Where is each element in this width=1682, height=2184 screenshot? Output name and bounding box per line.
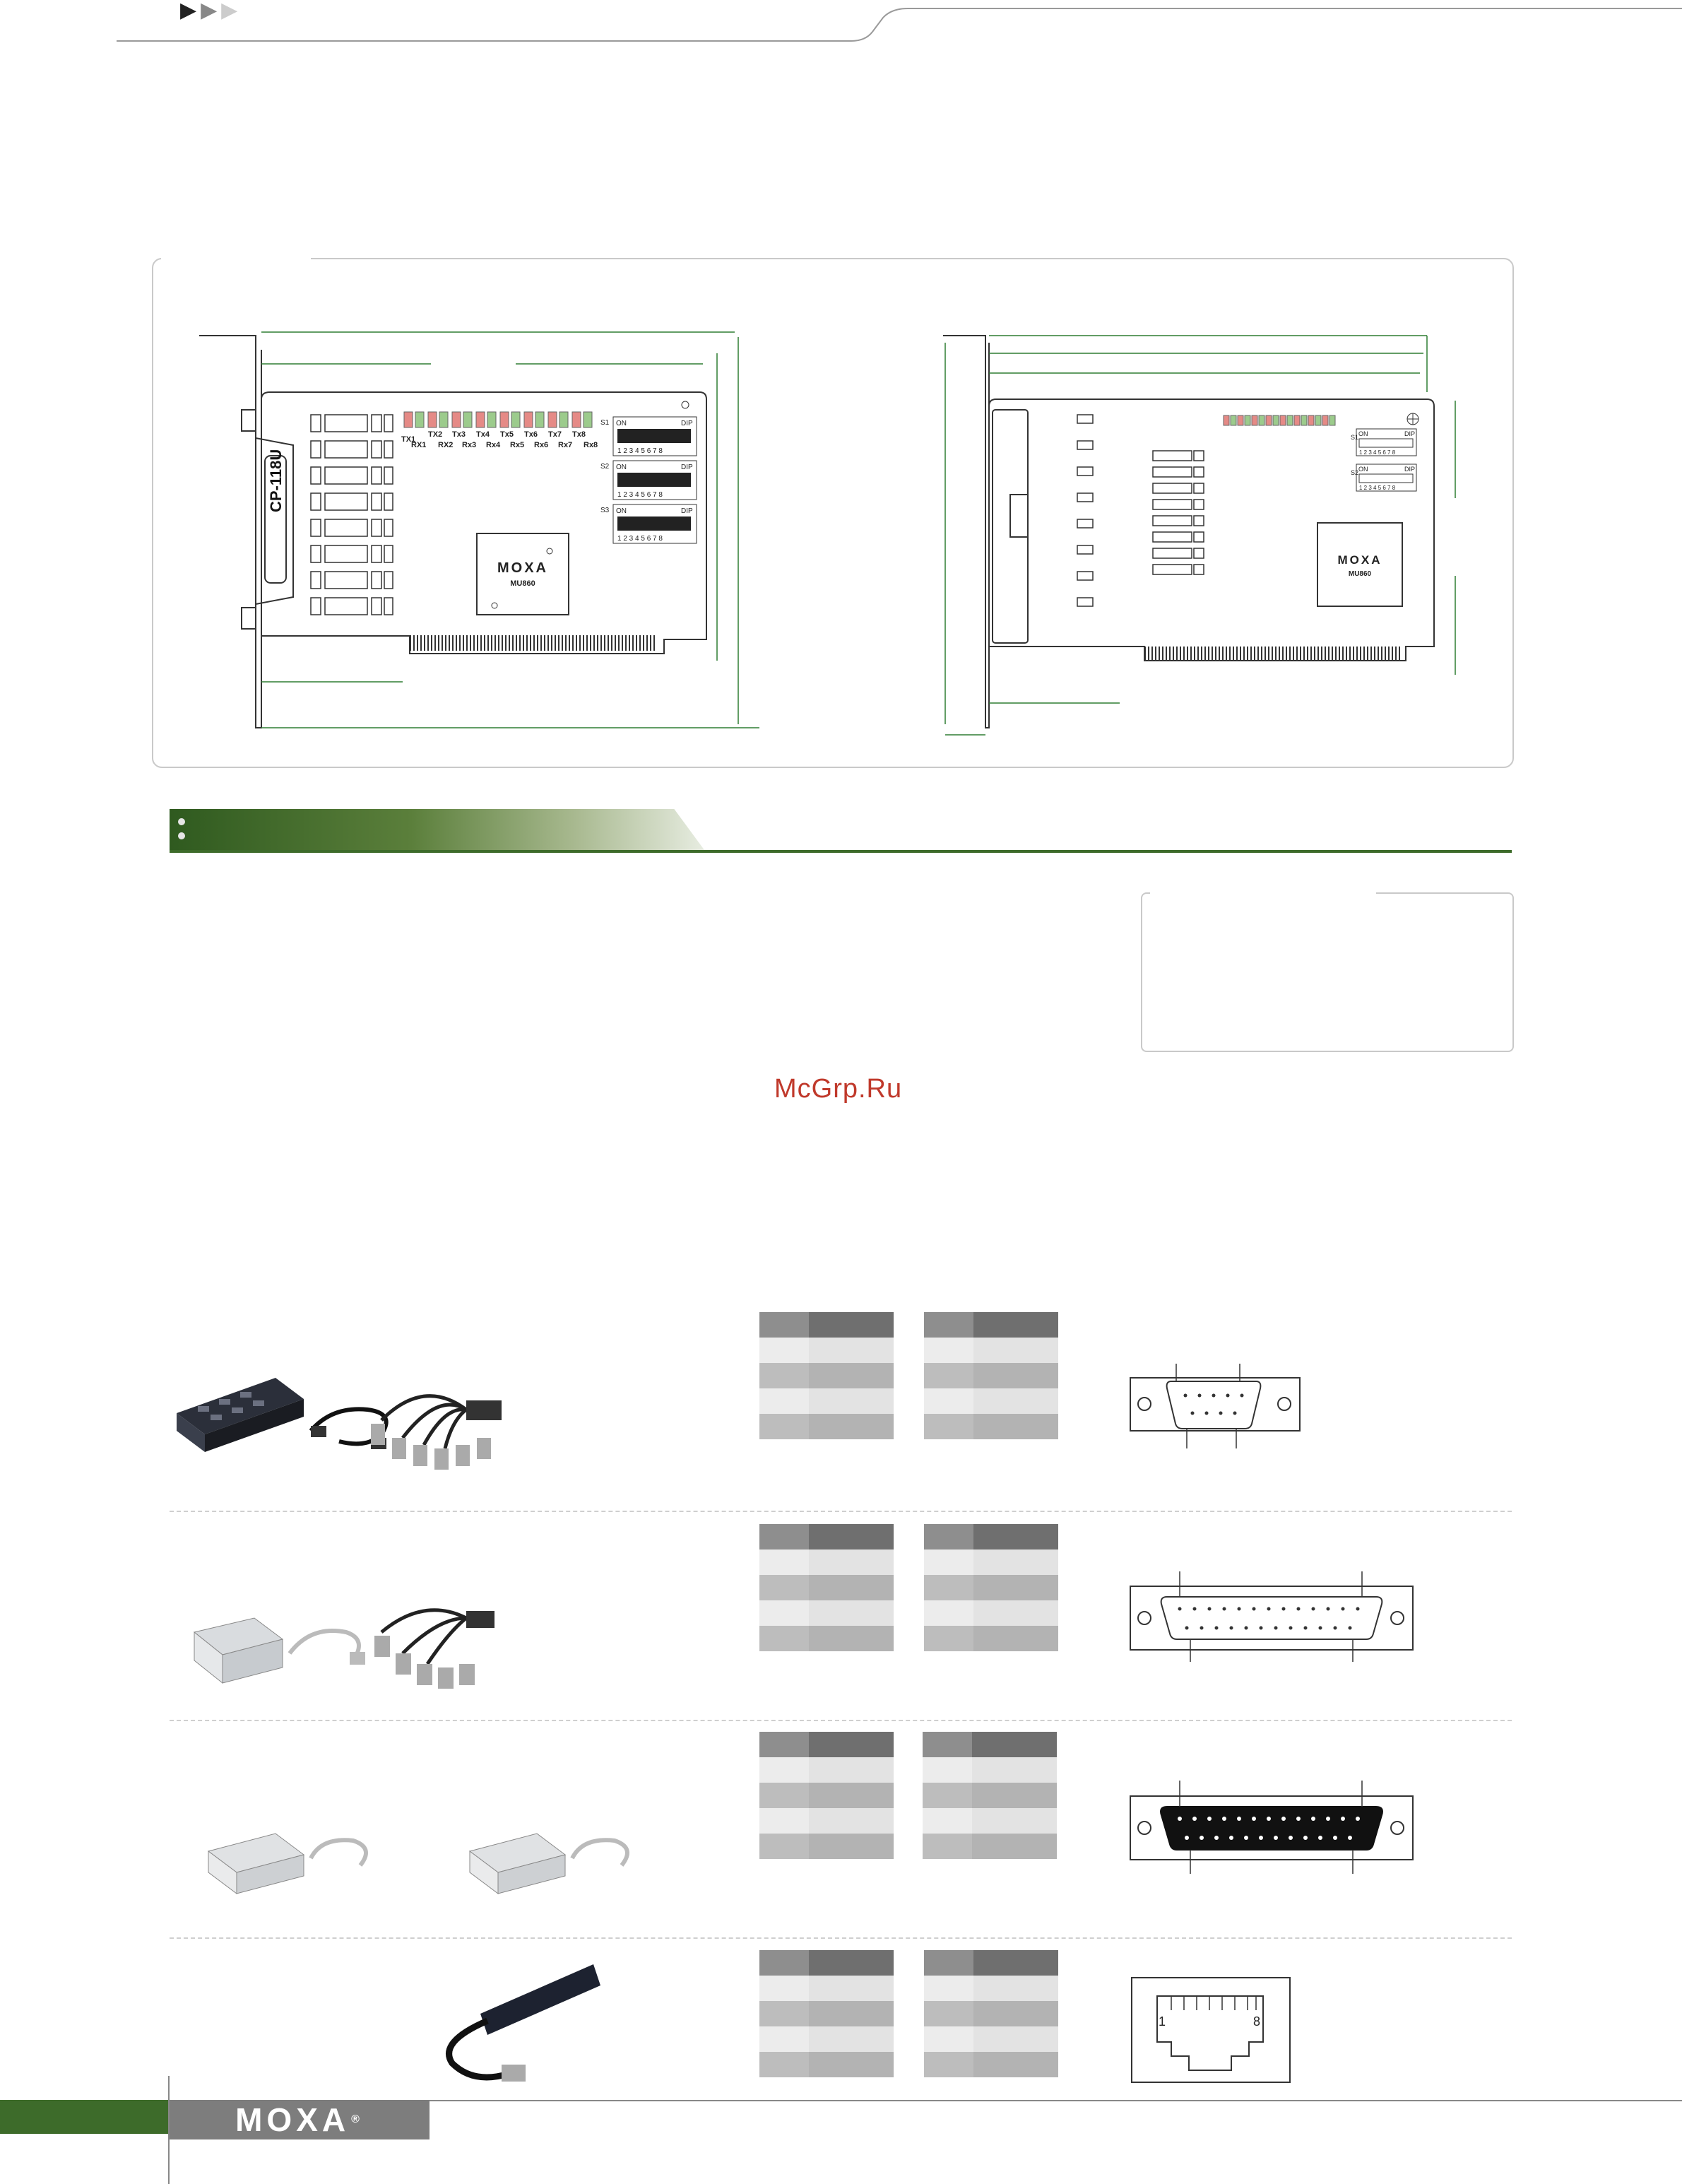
svg-text:1 2 3 4 5 6 7 8: 1 2 3 4 5 6 7 8 xyxy=(617,491,663,499)
led-label: TX2 xyxy=(428,430,443,439)
banner-dots xyxy=(178,818,185,839)
pin-last-label: 8 xyxy=(1253,2014,1261,2029)
row-separator xyxy=(170,1511,1512,1512)
footer-logo: MOXA ® xyxy=(170,2100,430,2139)
pin-first-label: 1 xyxy=(1159,2014,1166,2029)
led-label: RX1 xyxy=(411,441,427,449)
svg-text:1 2 3 4 5 6 7 8: 1 2 3 4 5 6 7 8 xyxy=(617,535,663,543)
section-rule xyxy=(170,850,1512,853)
row-separator xyxy=(170,1937,1512,1939)
chip-model: MU860 xyxy=(1348,570,1372,578)
svg-text:DIP: DIP xyxy=(681,507,693,515)
led-label: Tx7 xyxy=(548,430,562,439)
chip-brand: MOXA xyxy=(1337,553,1382,567)
svg-text:DIP: DIP xyxy=(681,464,693,471)
pin-table xyxy=(924,1524,1058,1651)
svg-text:1 2 3 4 5 6 7 8: 1 2 3 4 5 6 7 8 xyxy=(1359,485,1396,491)
db25-male-box-image xyxy=(208,1834,366,1894)
note-box xyxy=(1141,892,1514,1052)
svg-text:DIP: DIP xyxy=(1404,466,1416,473)
svg-text:ON: ON xyxy=(616,464,627,471)
accessory-images xyxy=(170,1314,678,2091)
led-label: Rx6 xyxy=(534,441,549,449)
pin-table xyxy=(759,1950,894,2077)
chip-model: MU860 xyxy=(510,579,535,588)
svg-text:ON: ON xyxy=(1358,466,1368,473)
svg-text:ON: ON xyxy=(1358,430,1368,437)
pin-table xyxy=(924,1950,1058,2077)
arrow-icon: ▶ xyxy=(180,0,197,22)
pin-table xyxy=(759,1524,894,1651)
svg-text:ON: ON xyxy=(616,507,627,515)
cp118u-card-drawing xyxy=(191,321,770,745)
led-label: Rx4 xyxy=(486,441,501,449)
db25-box-image xyxy=(194,1618,365,1683)
arrow-icon: ▶ xyxy=(221,0,238,22)
svg-text:ON: ON xyxy=(616,420,627,427)
row-separator xyxy=(170,1720,1512,1721)
led-label: Rx8 xyxy=(584,441,598,449)
led-label: Tx5 xyxy=(500,430,514,439)
led-label: Tx6 xyxy=(524,430,538,439)
db25-female-diagram xyxy=(1123,1563,1420,1669)
db25-male-diagram xyxy=(1123,1775,1420,1881)
db25-octopus-image xyxy=(374,1610,494,1689)
led-label: Tx8 xyxy=(572,430,586,439)
header-rule xyxy=(0,0,1682,49)
led-label: RX2 xyxy=(438,441,454,449)
model-label: CP-118U xyxy=(267,449,285,512)
svg-text:S2: S2 xyxy=(600,463,610,471)
low-profile-card-drawing xyxy=(932,321,1469,745)
led-label: Rx3 xyxy=(462,441,477,449)
svg-text:S2: S2 xyxy=(1351,469,1359,476)
chip-brand: MOXA xyxy=(497,560,548,576)
svg-text:S1: S1 xyxy=(1351,434,1359,441)
pin-table xyxy=(759,1732,894,1859)
pin-table xyxy=(923,1732,1057,1859)
svg-text:1 2 3 4 5 6 7 8: 1 2 3 4 5 6 7 8 xyxy=(617,447,663,455)
pin-table xyxy=(924,1312,1058,1439)
watermark: McGrp.Ru xyxy=(774,1074,903,1104)
db9-connector-diagram xyxy=(1123,1350,1307,1456)
svg-text:S3: S3 xyxy=(600,507,610,514)
led-label: Rx5 xyxy=(510,441,525,449)
db25-female-box-image xyxy=(470,1834,627,1894)
svg-text:DIP: DIP xyxy=(1404,430,1416,437)
connection-box-image xyxy=(177,1378,386,1452)
svg-text:DIP: DIP xyxy=(681,420,693,427)
led-label: Tx3 xyxy=(452,430,466,439)
led-label: TX1 xyxy=(401,435,416,444)
section-banner xyxy=(170,809,706,853)
footer-green-block xyxy=(0,2100,168,2134)
rj45-diagram xyxy=(1129,1975,1298,2088)
led-label: Tx4 xyxy=(476,430,490,439)
arrow-icon: ▶ xyxy=(201,0,218,22)
led-label: Rx7 xyxy=(558,441,573,449)
svg-text:S1: S1 xyxy=(600,419,610,427)
svg-text:1 2 3 4 5 6 7 8: 1 2 3 4 5 6 7 8 xyxy=(1359,449,1396,456)
pin-table xyxy=(759,1312,894,1439)
octopus-cable-image xyxy=(371,1396,502,1470)
rj45-adapter-image xyxy=(449,1964,600,2082)
